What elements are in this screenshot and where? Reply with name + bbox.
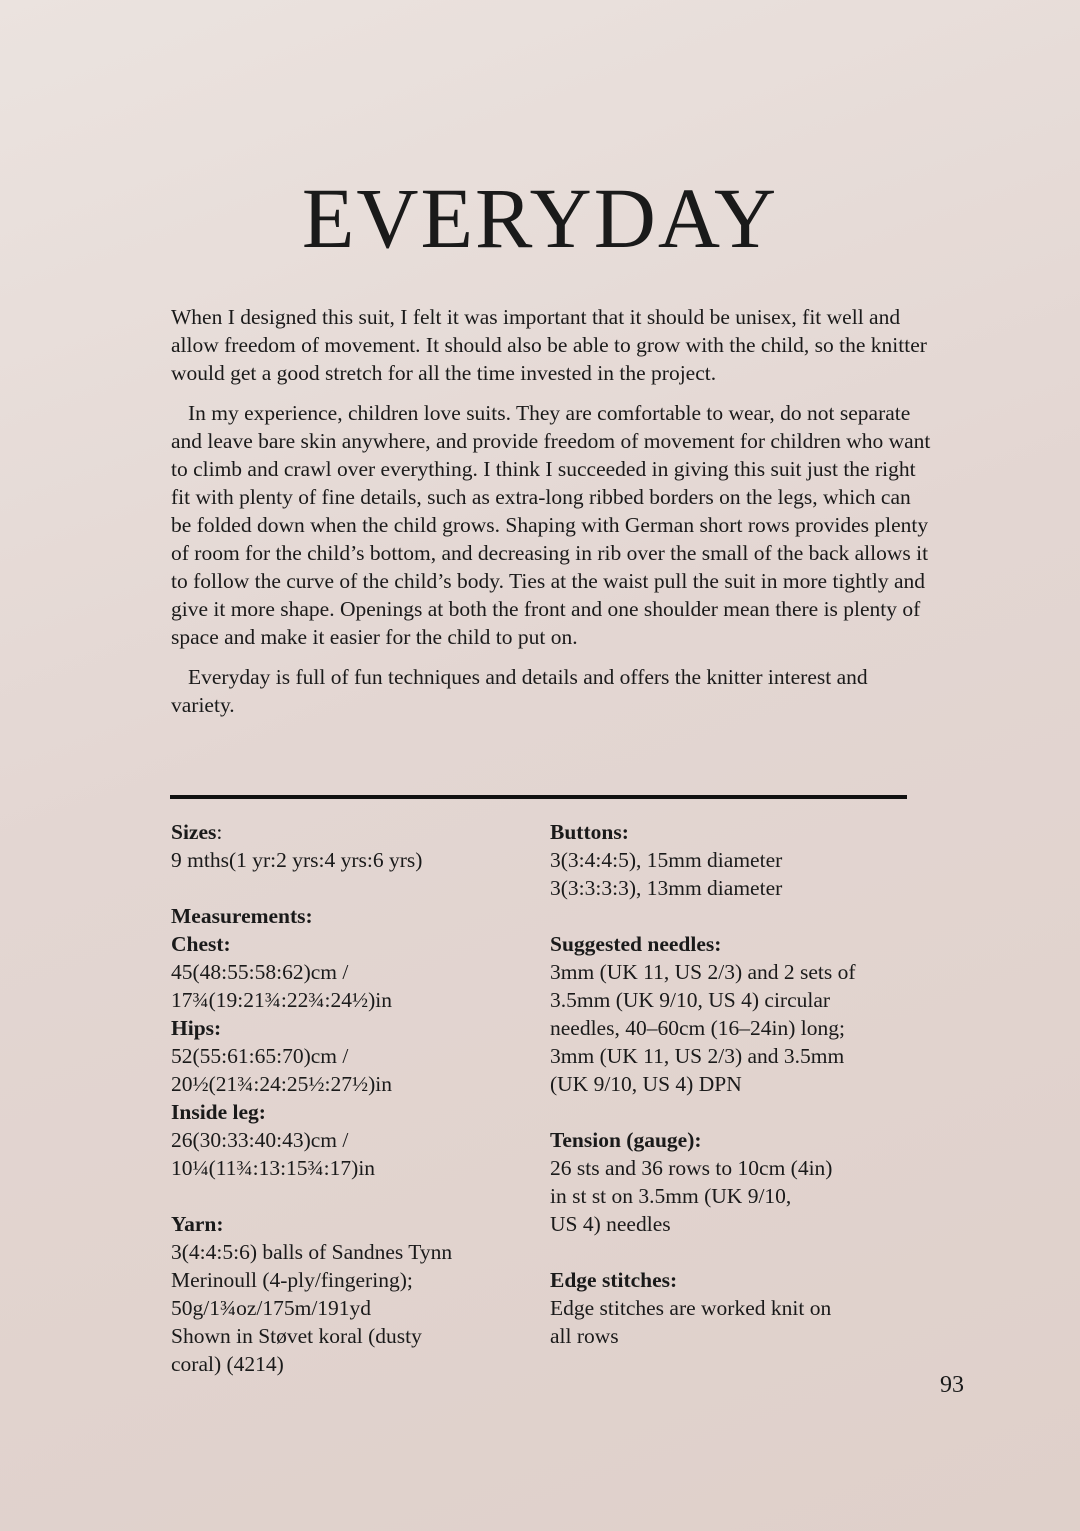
intro-paragraph: When I designed this suit, I felt it was important that it should be unisex, fit well and allow freedom of movement. It should also be able to grow with the child, so the knitter would get a good stretch for all the time invested in the project.: [171, 305, 927, 385]
edge-stitches-line: all rows: [550, 1324, 619, 1348]
hips-cm-value: 52(55:61:65:70)cm /: [171, 1044, 349, 1068]
page-title: EVERYDAY: [301, 170, 779, 266]
needles-line: 3mm (UK 11, US 2/3) and 2 sets of: [550, 960, 856, 984]
sizes-colon: :: [216, 820, 223, 844]
chest-in-value: 17¾(19:21¾:22¾:24½)in: [171, 988, 392, 1012]
buttons-line: 3(3:4:4:5), 15mm diameter: [550, 848, 783, 872]
inside-leg-in-value: 10¼(11¾:13:15¾:17)in: [171, 1156, 376, 1180]
hips-in-value: 20½(21¾:24:25½:27½)in: [171, 1072, 392, 1096]
intro-text: [171, 303, 931, 731]
edge-stitches-label: Edge stitches:: [550, 1268, 678, 1292]
specs-right-column: [550, 818, 910, 1350]
measurements-label: Measurements:: [171, 904, 313, 928]
sizes-label: Sizes: [171, 820, 217, 844]
needles-line: needles, 40–60cm (16–24in) long;: [550, 1016, 845, 1040]
inside-leg-cm-value: 26(30:33:40:43)cm /: [171, 1128, 349, 1152]
needles-line: 3.5mm (UK 9/10, US 4) circular: [550, 988, 831, 1012]
needles-line: 3mm (UK 11, US 2/3) and 3.5mm: [550, 1044, 845, 1068]
yarn-line: coral) (4214): [171, 1352, 284, 1376]
chest-cm-value: 45(48:55:58:62)cm /: [171, 960, 349, 984]
tension-label: Tension (gauge):: [550, 1128, 702, 1152]
hips-label: Hips:: [171, 1016, 222, 1040]
needles-line: (UK 9/10, US 4) DPN: [550, 1072, 742, 1096]
buttons-label: Buttons:: [550, 820, 629, 844]
sizes-heading: [171, 818, 531, 846]
intro-paragraph: Everyday is full of fun techniques and details and offers the knitter interest and variety.: [171, 665, 868, 717]
section-divider: [170, 795, 907, 799]
chest-label: Chest:: [171, 932, 231, 956]
yarn-line: 3(4:4:5:6) balls of Sandnes Tynn: [171, 1240, 453, 1264]
intro-paragraph: In my experience, children love suits. They are comfortable to wear, do not separate and leave bare skin anywhere, and provide freedom of movement for children who want to climb and crawl over everything. I think I succeeded in giving this suit just the right fit with plenty of fine details, such as extra-long ribbed borders on the legs, which can be folded down when the child grows. Shaping with German short rows provides plenty of room for the child’s bottom, and decreasing in rib over the small of the back allows it to follow the curve of the child’s body. Ties at the waist pull the suit in more tightly and give it more shape. Openings at both the front and one shoulder mean there is plenty of space and make it easier for the child to put on.: [171, 401, 931, 649]
page-number: 93: [940, 1372, 964, 1398]
tension-line: 26 sts and 36 rows to 10cm (4in): [550, 1156, 833, 1180]
yarn-line: Merinoull (4-ply/fingering);: [171, 1268, 413, 1292]
yarn-line: Shown in Støvet koral (dusty: [171, 1324, 422, 1348]
tension-line: US 4) needles: [550, 1212, 671, 1236]
needles-label: Suggested needles:: [550, 932, 722, 956]
sizes-value: 9 mths(1 yr:2 yrs:4 yrs:6 yrs): [171, 848, 423, 872]
yarn-line: 50g/1¾oz/175m/191yd: [171, 1296, 372, 1320]
buttons-line: 3(3:3:3:3), 13mm diameter: [550, 876, 783, 900]
inside-leg-label: Inside leg:: [171, 1100, 266, 1124]
specs-left-column: [171, 818, 531, 1378]
yarn-label: Yarn:: [171, 1212, 224, 1236]
tension-line: in st st on 3.5mm (UK 9/10,: [550, 1184, 792, 1208]
edge-stitches-line: Edge stitches are worked knit on: [550, 1296, 832, 1320]
